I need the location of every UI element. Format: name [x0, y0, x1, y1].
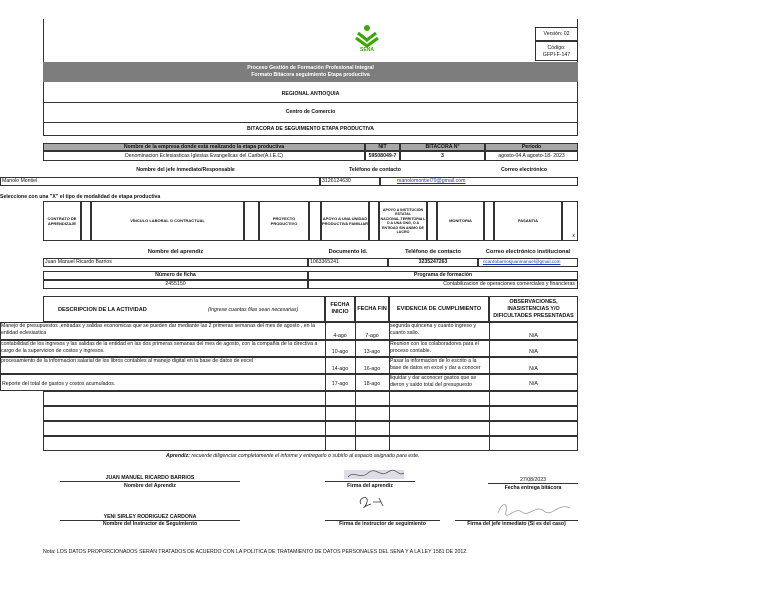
col-line — [389, 391, 390, 451]
company-name-header: Nombre de la empresa donde está realizando la etapa productiva — [43, 143, 365, 151]
modalidad-prompt: Seleccione con una "X" el tipo de modalidad de etapa productiva — [0, 194, 161, 200]
col-line — [325, 322, 326, 391]
code-box — [535, 41, 578, 61]
col-line — [489, 322, 490, 391]
modalidad-opt-1[interactable]: VÍNCULO LABORAL O CONTRACTUAL — [91, 201, 244, 241]
activity-start-cell: 14-ago — [331, 366, 349, 372]
footer-note: Nota: LOS DATOS PROPORCIONADOS SERÁN TRATADOS DE ACUERDO CON LA POLÍTICA DE TRATAMIENTO DE DATOS PERSONALES DEL SENA Y A LA LEY 1581 DE 2012. — [43, 549, 468, 555]
instructor-name: YENI SIRLEY RODRIGUEZ CARDONA — [103, 514, 197, 520]
empty-row — [43, 421, 578, 436]
selected-mark: x — [572, 232, 575, 239]
regional-row — [43, 82, 578, 102]
logo-text: SENA — [360, 47, 374, 53]
boss-signature — [488, 498, 578, 518]
empty-row — [43, 406, 578, 421]
boss-signature-icon — [488, 498, 578, 518]
centro-row — [43, 102, 578, 122]
apprentice-note-text: recuerde diligenciar completamente el informe y entregarlo o subirlo al espacio asignado para este. — [189, 453, 420, 459]
program-cell: Contabilizacion de operaciones comerciales y financieras — [308, 280, 578, 289]
instructor-signature-icon — [355, 494, 395, 510]
activity-end-header: FECHA FIN — [355, 296, 389, 322]
modalidad-check-5[interactable] — [484, 201, 494, 241]
apprentice-name-cell: Juan Manuel Ricardo Barrios — [43, 258, 308, 267]
apprentice-sig-line — [325, 481, 415, 482]
modalidad-opt-0[interactable]: CONTRATO DE APRENDIZAJE — [43, 201, 81, 241]
modalidad-check-6[interactable] — [562, 201, 578, 241]
col-line — [389, 322, 390, 391]
activity-obs-header: OBSERVACIONES, INASISTENCIAS Y/O DIFICULTADES PRESENTADAS — [489, 296, 578, 322]
nit-cell: 59508049-7 — [365, 151, 400, 161]
activity-desc-cell: procesamiento de la informacion salarial de los libros contables al manejo digital en la base de datos de excel — [1, 358, 254, 364]
modalidad-opt-5[interactable]: MONITORIA — [437, 201, 484, 241]
apprentice-signature — [340, 468, 410, 482]
activity-desc-cell: contabilidad de los ingresos y las salidas de la entidad en las dos primeras semanas del mes de agosto, con la compañia de la directiva a cargo de la supervicion de costos y ingresos. — [1, 341, 318, 354]
instructor-name-label: Nombre del Instructor de Seguimiento — [102, 521, 198, 527]
ficha-cell: 2455150 — [43, 280, 308, 289]
apprentice-note — [166, 453, 419, 460]
activity-evidence-cell: Pasar la informacion de lo escrito a la base de datos en excel y dar a conocer — [390, 358, 481, 371]
apprentice-name-header: Nombre del aprendiz — [147, 249, 204, 255]
boss-phone-header: Teléfono de contacto — [349, 167, 401, 173]
activity-evidence-cell: segunda quincena y cuanto ingreso y cuanto salio. — [390, 323, 476, 336]
apprentice-name-line — [60, 481, 240, 482]
modalidad-opt-3[interactable]: APOYO A UNA UNIDAD PRODUCTIVA FAMILIAR — [321, 201, 369, 241]
activity-obs-cell: N/A — [529, 366, 538, 372]
apprentice-email-cell — [478, 258, 578, 267]
activity-start-cell: 4-ago — [333, 333, 347, 339]
modalidad-check-3[interactable] — [369, 201, 379, 241]
format-title: Formato Bitácora seguimiento Etapa productiva — [251, 71, 370, 78]
boss-name-cell: Manolo Montiel — [0, 177, 320, 186]
apprentice-email-link[interactable]: ricardobarriosjuanmanuel@gmail.com — [483, 259, 561, 264]
activity-start-header: FECHA INICIO — [325, 296, 355, 322]
process-title: Proceso Gestión de Formación Profesional Integral — [247, 65, 374, 71]
modalidad-check-0[interactable] — [81, 201, 91, 241]
period-cell: agosto-04 A agosto-18- 2023 — [485, 151, 578, 161]
activity-obs-cell: N/A — [529, 381, 538, 387]
col-line — [489, 391, 490, 451]
activity-evidence-header: EVIDENCIA DE CUMPLIMIENTO — [389, 296, 489, 322]
apprentice-name: JUAN MANUEL RICARDO BARRIOS — [105, 475, 195, 481]
activity-end-cell: 18-ago — [363, 381, 381, 387]
boss-email-header: Correo electrónico — [500, 167, 548, 173]
apprentice-sig-label: Firma del aprendiz — [347, 483, 393, 489]
activity-evidence-cell: liquidar y dar aconocer gastos que se dieron y saldo total del presupuesto — [390, 375, 477, 388]
col-line — [355, 391, 356, 451]
boss-email-link[interactable]: manolomontiel79@gmail.com — [397, 178, 466, 184]
apprentice-doc-cell: 1063365241 — [308, 258, 388, 267]
activity-start-cell: 10-ago — [331, 349, 349, 355]
empty-row — [43, 391, 578, 406]
col-line — [355, 322, 356, 391]
activity-obs-cell: N/A — [529, 333, 538, 339]
apprentice-name-label: Nombre del Aprendiz — [124, 483, 176, 489]
bitacora-num-cell: 3 — [400, 151, 485, 161]
code-label: Código: — [547, 45, 566, 51]
activity-desc-cell: Manejo de presupuestos ,entradas y salidas economicas que se pueden dar mediante las 2 primeras semanas del mes de agosto , en la entidad eclesiastica — [1, 323, 316, 336]
activity-desc-header: DESCRIPCIÓN DE LA ACTIVIDAD (Ingrese cuantas filas sean necesarias) — [43, 296, 325, 322]
delivery-date: 27/08/2023 — [520, 477, 546, 483]
company-name-cell: Denominacion Eclesiasticas Iglesias Evangelicas del Caribe(A.I.E.C) — [43, 151, 365, 161]
program-header: Programa de formación — [308, 271, 578, 280]
modalidad-check-2[interactable] — [309, 201, 321, 241]
code-value: GFPI-F-147 — [542, 51, 571, 58]
apprentice-phone-cell: 3235247263 — [388, 258, 478, 267]
modalidad-check-1[interactable] — [244, 201, 259, 241]
activity-end-cell: 16-ago — [363, 366, 381, 372]
boss-sig-label: Firma del jefe inmediato (Si es del caso) — [467, 521, 566, 527]
delivery-date-label: Fecha entrega bitácora — [504, 485, 562, 491]
modalidad-opt-6[interactable]: PASANTIA — [494, 201, 562, 241]
modalidad-opt-2[interactable]: PROYECTO PRODUCTIVO — [259, 201, 309, 241]
empty-row — [43, 436, 578, 451]
apprentice-email-header: Correo electrónico institucional — [485, 249, 571, 255]
boss-phone-cell: 3126124630 — [320, 177, 380, 186]
activity-start-cell: 17-ago — [331, 381, 349, 387]
activity-end-cell: 13-ago — [363, 349, 381, 355]
sena-logo — [353, 24, 381, 54]
apprentice-doc-header: Documento Id. — [328, 249, 368, 255]
apprentice-phone-header: Teléfono de contacto — [405, 249, 461, 255]
instructor-signature — [355, 494, 395, 510]
modalidad-opt-4[interactable]: APOYO A INSTITUCIÓN ESTATAL NACIONAL,TERRITORIA L O A UNA ONG, O A ENTIDAD SIN ANIMO DE LUCRO — [379, 201, 427, 241]
activity-evidence-cell: Reunion con los colaboradores para el proceso contable. — [390, 341, 479, 354]
activity-desc-cell: Reporte del total de gastos y costos acumulados. — [2, 381, 116, 387]
process-banner — [43, 62, 578, 82]
bitacora-title: BITÁCORA DE SEGUIMIENTO ETAPA PRODUCTIVA — [247, 126, 374, 132]
period-header: Periodo — [485, 143, 578, 151]
activity-obs-cell: N/A — [529, 349, 538, 355]
instructor-sig-label: Firma de instructor de seguimiento — [339, 521, 426, 527]
bitacora-num-header: BITACORA N° — [400, 143, 485, 151]
version-text: Versión: 02 — [543, 31, 570, 37]
activity-end-cell: 7-ago — [365, 333, 379, 339]
boss-name-header: Nombre del jefe inmediato/Responsable — [136, 167, 235, 173]
apprentice-note-label: Aprendiz: — [166, 453, 190, 459]
version-box — [535, 27, 578, 41]
col-line — [325, 391, 326, 451]
modalidad-check-4[interactable] — [427, 201, 437, 241]
boss-email-cell — [380, 177, 578, 186]
ficha-header: Número de ficha — [43, 271, 308, 280]
delivery-date-line — [488, 483, 578, 484]
centro-text: Centro de Comercio — [285, 109, 336, 115]
nit-header: NIT — [365, 143, 400, 151]
apprentice-signature-icon — [340, 468, 410, 482]
regional-text: REGIONAL ANTIOQUIA — [281, 91, 340, 97]
bitacora-title-row — [43, 122, 578, 136]
